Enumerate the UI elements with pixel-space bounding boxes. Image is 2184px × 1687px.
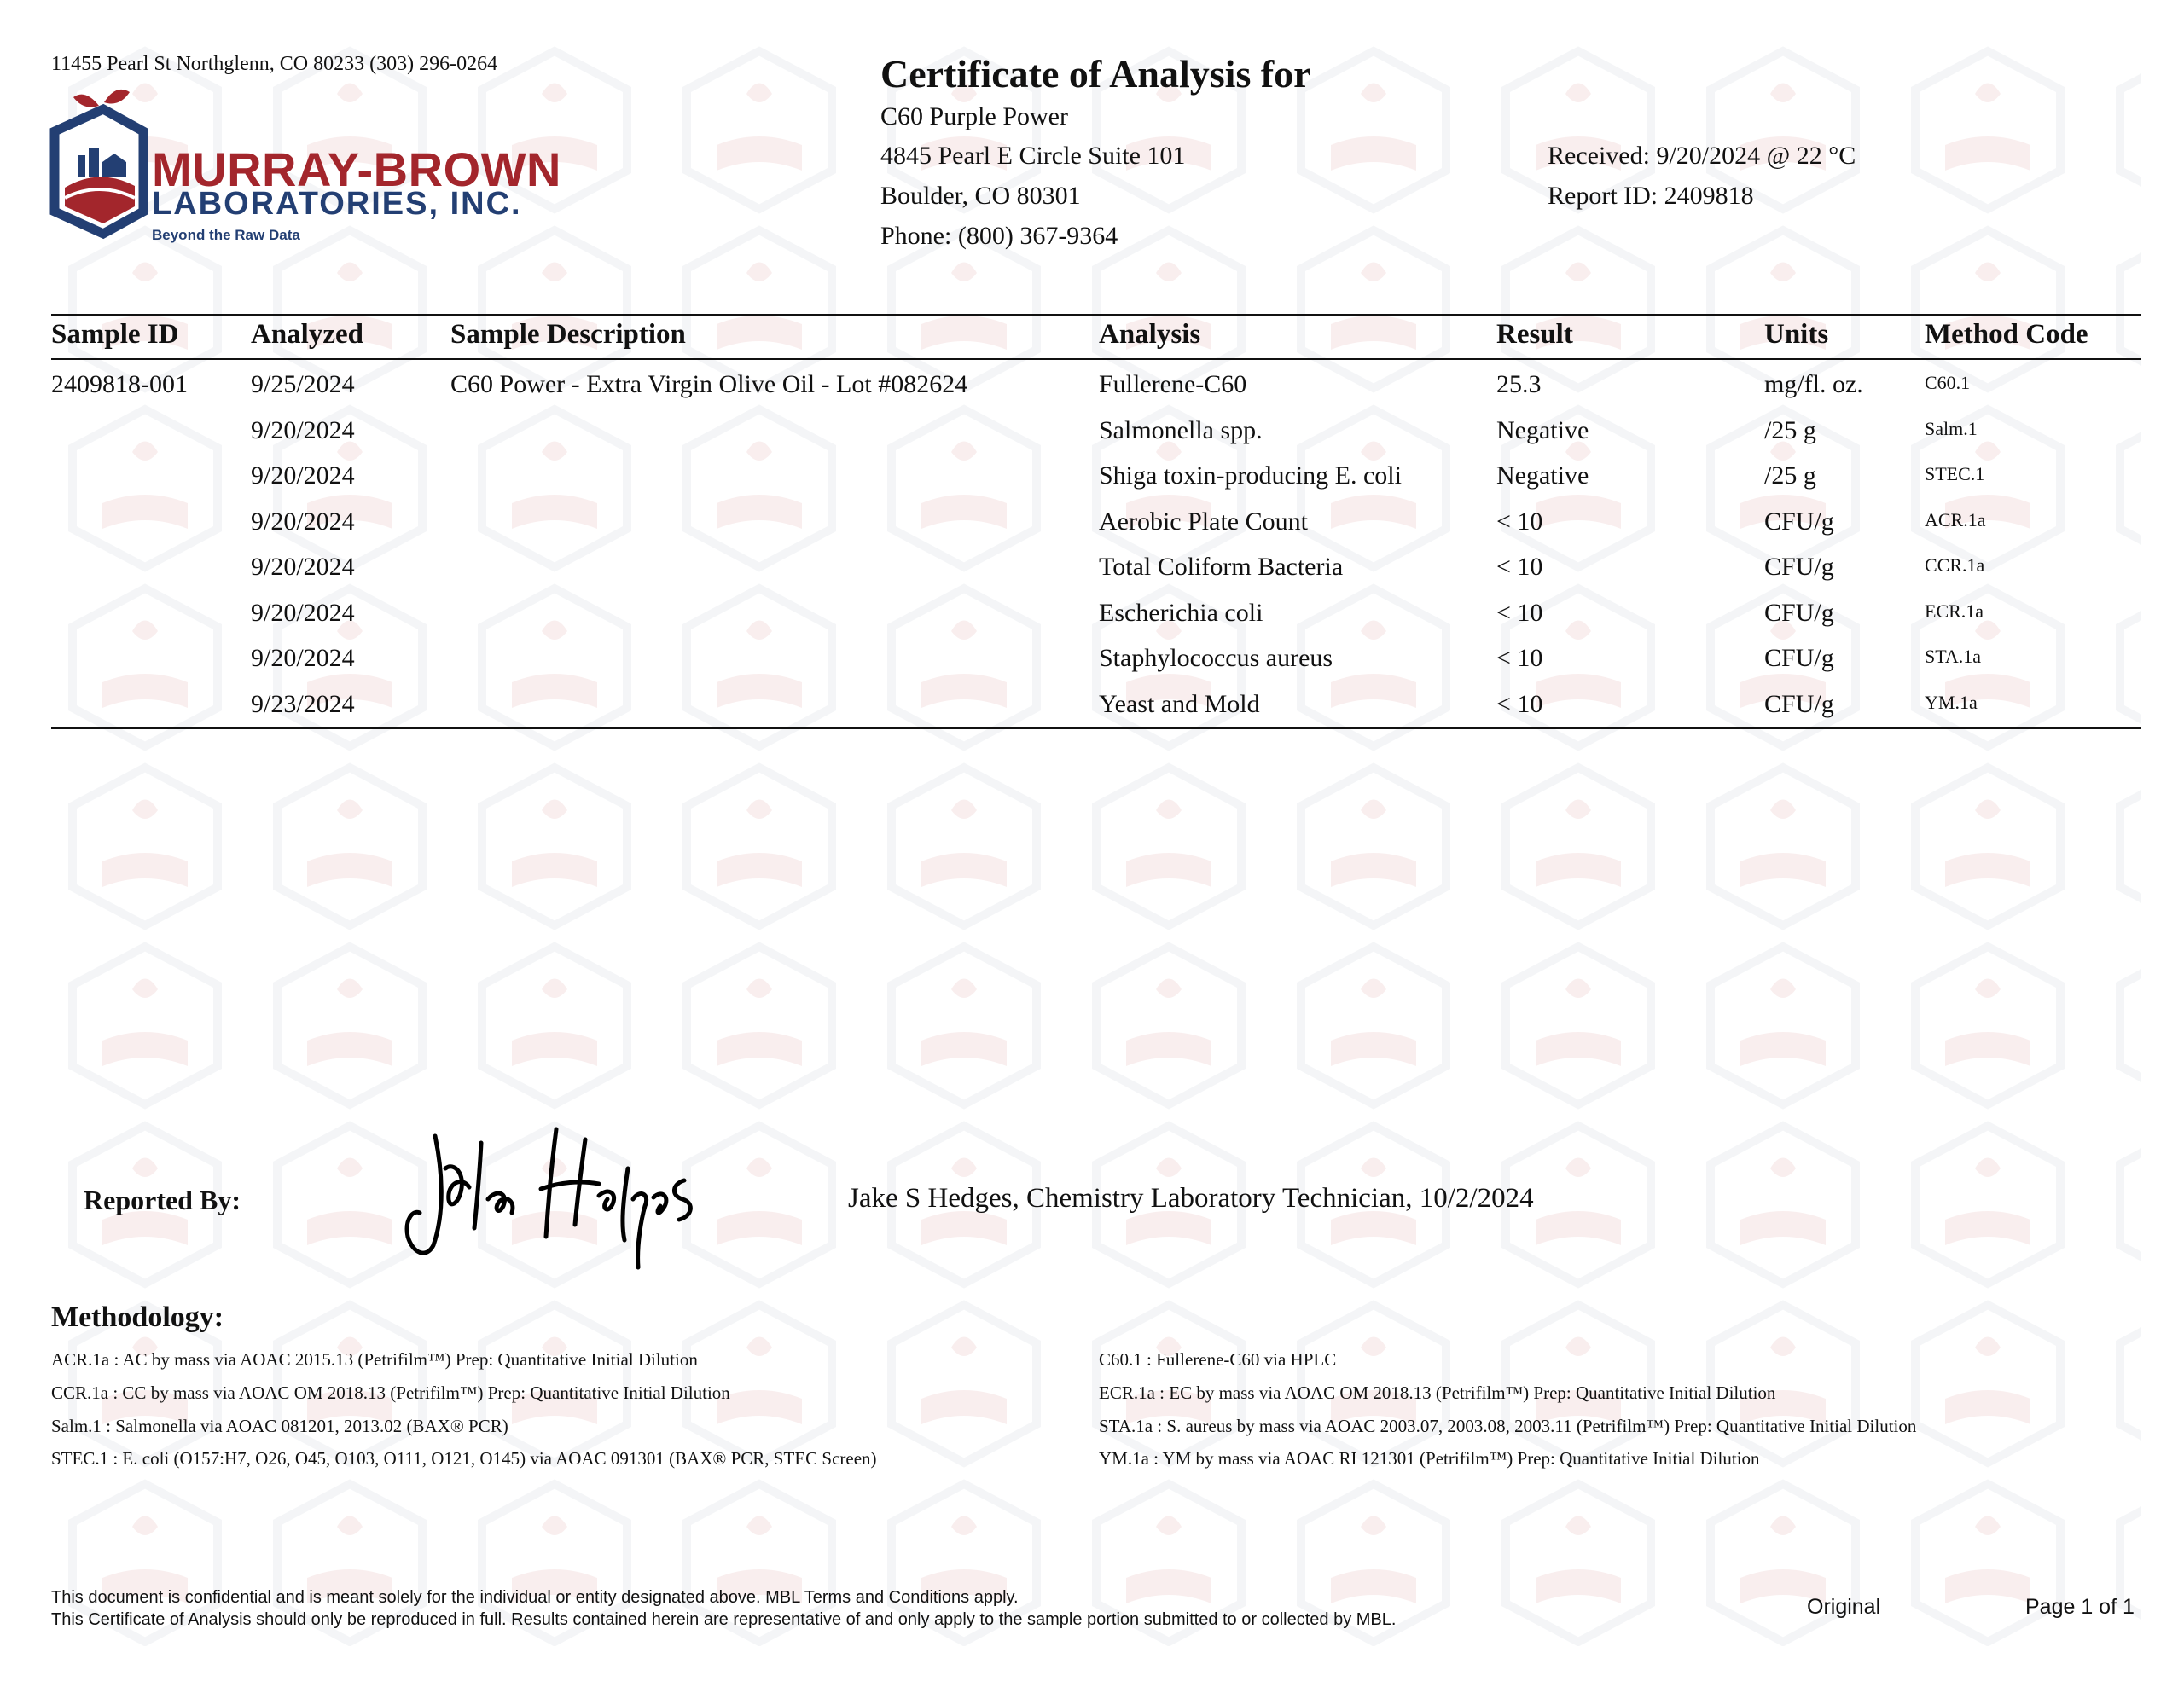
cell-analyzed: 9/25/2024 (251, 370, 355, 398)
signer-name-title-date: Jake S Hedges, Chemistry Laboratory Technician, 10/2/2024 (848, 1183, 1534, 1214)
cell-analysis: Aerobic Plate Count (1099, 507, 1308, 536)
cell-units: CFU/g (1764, 644, 1834, 672)
document-title: Certificate of Analysis for (880, 52, 1311, 96)
lab-address: 11455 Pearl St Northglenn, CO 80233 (303) 296-0264 (51, 53, 498, 75)
cell-result: Negative (1496, 416, 1589, 444)
cell-analysis: Yeast and Mold (1099, 690, 1260, 718)
footer-disclaimer-line2: This Certificate of Analysis should only be reproduced in full. Results contained herein are representative of and only apply to the sample portion submitted to or collected by MBL. (51, 1610, 1397, 1629)
header-analyzed: Analyzed (251, 319, 363, 350)
methodology-item: ACR.1a : AC by mass via AOAC 2015.13 (Petrifilm™) Prep: Quantitative Initial Dilution (51, 1349, 698, 1370)
cell-description: C60 Power - Extra Virgin Olive Oil - Lot #082624 (450, 370, 968, 398)
report-id: Report ID: 2409818 (1548, 182, 1754, 210)
cell-method-code: ECR.1a (1925, 600, 1984, 622)
cell-analysis: Escherichia coli (1099, 599, 1263, 627)
cell-units: CFU/g (1764, 553, 1834, 581)
cell-analyzed: 9/23/2024 (251, 690, 355, 718)
page-number: Page 1 of 1 (2025, 1595, 2135, 1619)
cell-analysis: Staphylococcus aureus (1099, 644, 1333, 672)
cell-method-code: Salm.1 (1925, 418, 1978, 439)
logo-company-name: MURRAY-BROWN (152, 142, 561, 196)
reported-by-label: Reported By: (84, 1185, 241, 1215)
header-method-code: Method Code (1925, 319, 2088, 350)
cell-method-code: ACR.1a (1925, 509, 1986, 530)
cell-result: < 10 (1496, 553, 1543, 581)
methodology-item: ECR.1a : EC by mass via AOAC OM 2018.13 (Petrifilm™) Prep: Quantitative Initial Dilution (1099, 1383, 1776, 1403)
cell-method-code: CCR.1a (1925, 554, 1985, 576)
handwritten-signature (398, 1117, 713, 1275)
received-info: Received: 9/20/2024 @ 22 °C (1548, 142, 1856, 170)
cell-analyzed: 9/20/2024 (251, 644, 355, 672)
methodology-title: Methodology: (51, 1301, 224, 1333)
cell-method-code: STEC.1 (1925, 463, 1985, 484)
header-sample-description: Sample Description (450, 319, 686, 350)
cell-result: < 10 (1496, 690, 1543, 718)
cell-method-code: C60.1 (1925, 372, 1971, 393)
table-top-rule (51, 314, 2141, 316)
cell-sample-id: 2409818-001 (51, 370, 188, 398)
footer-disclaimer-line1: This document is confidential and is meant solely for the individual or entity designated above. MBL Terms and Conditions apply. (51, 1588, 1019, 1607)
cell-analyzed: 9/20/2024 (251, 461, 355, 490)
methodology-item: CCR.1a : CC by mass via AOAC OM 2018.13 (Petrifilm™) Prep: Quantitative Initial Dilution (51, 1383, 730, 1403)
cell-method-code: STA.1a (1925, 646, 1982, 667)
methodology-item: Salm.1 : Salmonella via AOAC 081201, 2013.02 (BAX® PCR) (51, 1416, 508, 1436)
header-result: Result (1496, 319, 1573, 350)
cell-analyzed: 9/20/2024 (251, 416, 355, 444)
logo-tagline: Beyond the Raw Data (152, 227, 300, 243)
cell-result: < 10 (1496, 644, 1543, 672)
cell-result: < 10 (1496, 507, 1543, 536)
logo-company-suffix: LABORATORIES, INC. (152, 186, 522, 222)
methodology-item: STA.1a : S. aureus by mass via AOAC 2003.07, 2003.08, 2003.11 (Petrifilm™) Prep: Quantitative Initial Dilution (1099, 1416, 1917, 1436)
header-analysis: Analysis (1099, 319, 1201, 350)
document-copy-label: Original (1807, 1595, 1881, 1619)
cell-analyzed: 9/20/2024 (251, 553, 355, 581)
header-sample-id: Sample ID (51, 319, 179, 350)
table-header-rule (51, 358, 2141, 360)
client-city: Boulder, CO 80301 (880, 182, 1081, 210)
cell-analysis: Total Coliform Bacteria (1099, 553, 1344, 581)
watermark-pattern (43, 43, 2141, 1646)
methodology-item: YM.1a : YM by mass via AOAC RI 121301 (Petrifilm™) Prep: Quantitative Initial Dilution (1099, 1448, 1760, 1469)
cell-units: CFU/g (1764, 507, 1834, 536)
cell-units: CFU/g (1764, 599, 1834, 627)
cell-analysis: Fullerene-C60 (1099, 370, 1247, 398)
client-name: C60 Purple Power (880, 102, 1068, 130)
cell-analyzed: 9/20/2024 (251, 507, 355, 536)
client-phone: Phone: (800) 367-9364 (880, 222, 1118, 250)
methodology-item: STEC.1 : E. coli (O157:H7, O26, O45, O103, O111, O121, O145) via AOAC 091301 (BAX® PCR, STEC Screen) (51, 1448, 877, 1469)
cell-analysis: Salmonella spp. (1099, 416, 1263, 444)
header-units: Units (1764, 319, 1829, 350)
cell-units: CFU/g (1764, 690, 1834, 718)
table-bottom-rule (51, 727, 2141, 729)
cell-units: mg/fl. oz. (1764, 370, 1863, 398)
cell-result: < 10 (1496, 599, 1543, 627)
cell-result: Negative (1496, 461, 1589, 490)
cell-method-code: YM.1a (1925, 692, 1978, 713)
cell-analyzed: 9/20/2024 (251, 599, 355, 627)
cell-units: /25 g (1764, 461, 1816, 490)
cell-result: 25.3 (1496, 370, 1542, 398)
cell-analysis: Shiga toxin-producing E. coli (1099, 461, 1402, 490)
cell-units: /25 g (1764, 416, 1816, 444)
client-street: 4845 Pearl E Circle Suite 101 (880, 142, 1186, 170)
methodology-item: C60.1 : Fullerene-C60 via HPLC (1099, 1349, 1337, 1370)
